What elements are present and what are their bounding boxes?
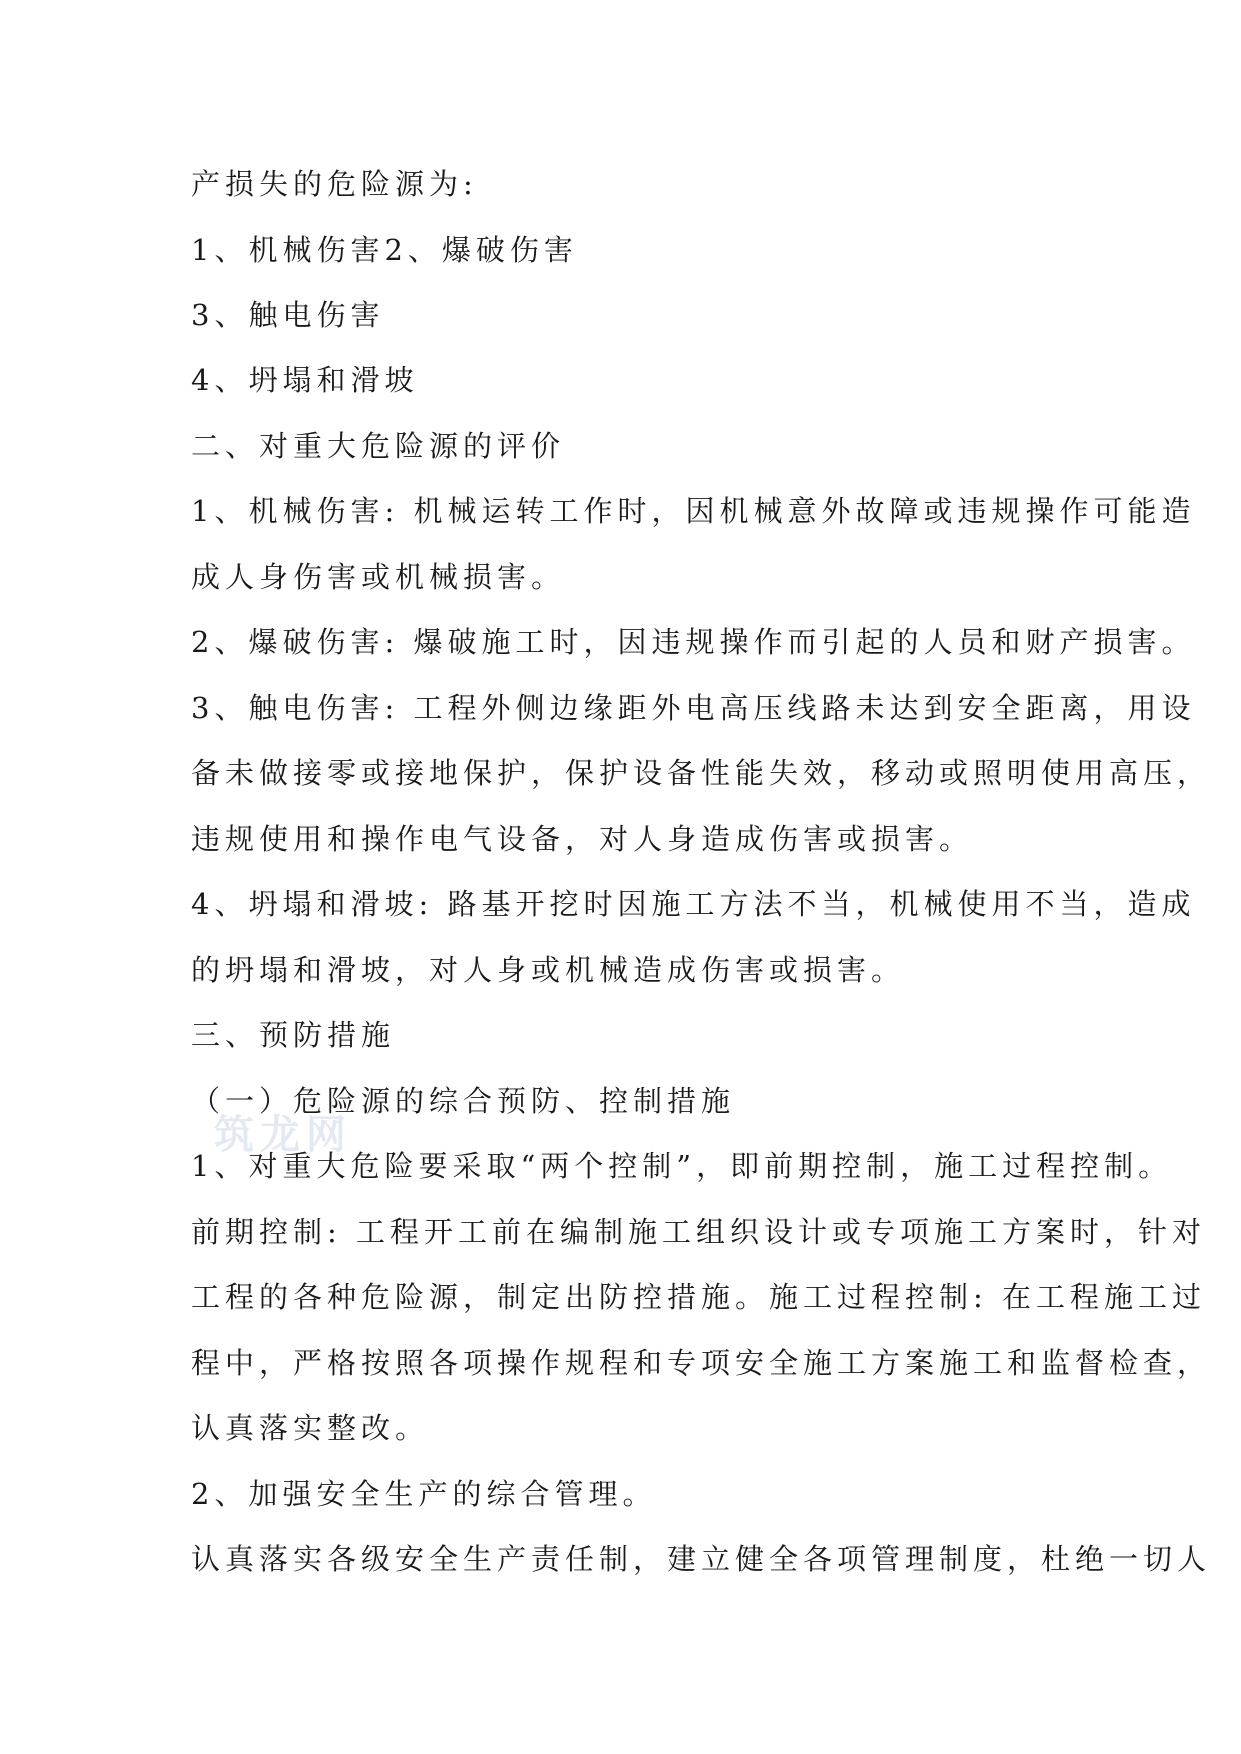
section-heading: 二、对重大危险源的评价	[191, 429, 566, 463]
section-heading: 三、预防措施	[191, 1018, 396, 1052]
text-line: 1、机械伤害: 机械运转工作时，因机械意外故障或违规操作可能造	[191, 494, 1196, 528]
text-line: 认真落实整改。	[191, 1411, 430, 1445]
text-line: 2、加强安全生产的综合管理。	[191, 1477, 657, 1511]
text-line: 3、触电伤害: 工程外侧边缘距外电高压线路未达到安全距离，用设	[191, 691, 1196, 725]
text-line: 产损失的危险源为:	[191, 167, 478, 201]
text-line: 违规使用和操作电气设备，对人身造成伤害或损害。	[191, 822, 974, 856]
text-line: 2、爆破伤害: 爆破施工时，因违规操作而引起的人员和财产损害。	[191, 625, 1196, 659]
text-line: 成人身伤害或机械损害。	[191, 560, 566, 594]
text-line: 认真落实各级安全生产责任制，建立健全各项管理制度，杜绝一切人	[191, 1542, 1212, 1576]
list-item: 1、机械伤害2、爆破伤害	[191, 233, 578, 267]
text-line: 程中，严格按照各项操作规程和专项安全施工方案施工和监督检查，	[191, 1346, 1212, 1380]
text-line: 前期控制: 工程开工前在编制施工组织设计或专项施工方案时，针对	[191, 1215, 1206, 1249]
list-item: 4、坍塌和滑坡	[191, 363, 419, 397]
watermark-text: 筑龙网	[214, 1111, 352, 1158]
text-line: 1、对重大危险要采取“两个控制”，即前期控制，施工过程控制。	[191, 1149, 1173, 1183]
text-line: 4、坍塌和滑坡: 路基开挖时因施工方法不当，机械使用不当，造成	[191, 887, 1196, 921]
text-line: 工程的各种危险源，制定出防控措施。施工过程控制: 在工程施工过	[191, 1280, 1206, 1314]
text-line: 备未做接零或接地保护，保护设备性能失效，移动或照明使用高压，	[191, 756, 1212, 790]
subsection-heading: （一）危险源的综合预防、控制措施	[191, 1084, 736, 1118]
text-line: 的坍塌和滑坡，对人身或机械造成伤害或损害。	[191, 953, 906, 987]
list-item: 3、触电伤害	[191, 298, 385, 332]
